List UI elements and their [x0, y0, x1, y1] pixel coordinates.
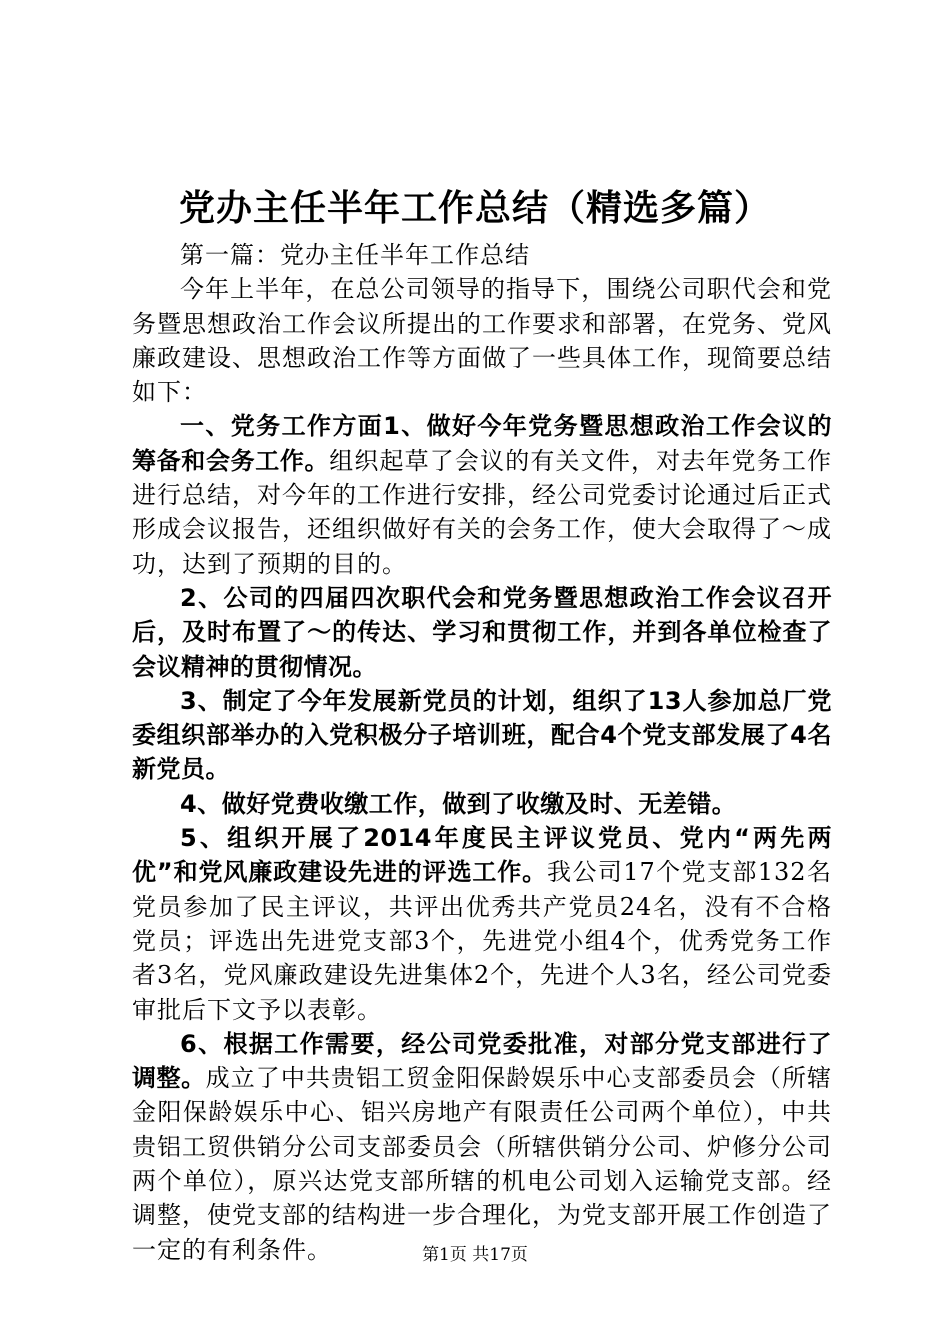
paragraph-intro [132, 272, 832, 409]
paragraph-bold: 2、公司的四届四次职代会和党务暨思想政治工作会议召开后，及时布置了～的传达、学习和贯彻工作，并到各单位检查了会议精神的贯彻情况。 [132, 583, 832, 681]
paragraph-bold: 3、制定了今年发展新党员的计划，组织了13人参加总厂党委组织部举办的入党积极分子培训班，配合4个党支部发展了4名新党员。 [132, 686, 832, 784]
paragraph-text: 我公司17个党支部132名党员参加了民主评议，共评出优秀共产党员24名，没有不合格党员；评选出先进党支部3个，先进党小组4个，优秀党务工作者3名，党风廉政建设先进集体2个，先进个人3名，经公司党委审批后下文予以表彰。 [132, 858, 832, 1024]
paragraph-item-5 [132, 821, 832, 1027]
document-title: 党办主任半年工作总结（精选多篇） [178, 188, 771, 229]
paragraph-item-6 [132, 1027, 832, 1267]
paragraph-text: 今年上半年，在总公司领导的指导下，围绕公司职代会和党务暨思想政治工作会议所提出的工作要求和部署，在党务、党风廉政建设、思想政治工作等方面做了一些具体工作，现简要总结如下： [132, 275, 832, 407]
paragraph-bold: 一、党务工作方面1、做好今年党务暨思想政治工作会议的筹备和会务工作。 [132, 412, 832, 475]
document-body [132, 238, 832, 1267]
paragraph-item-1 [132, 409, 832, 580]
page-footer: 第1页 共17页 [422, 1245, 528, 1265]
paragraph-bold: 6、根据工作需要，经公司党委批准，对部分党支部进行了调整。 [132, 1029, 832, 1093]
paragraph-text: 组织起草了会议的有关文件，对去年党务工作进行总结，对今年的工作进行安排，经公司党委讨论通过后正式形成会议报告，还组织做好有关的会务工作，使大会取得了～成功，达到了预期的目的。 [132, 446, 833, 578]
paragraph-bold: 5、组织开展了2014年度民主评议党员、党内“两先两优”和党风廉政建设先进的评选工作。 [132, 824, 832, 887]
paragraph-text: 成立了中共贵铝工贸金阳保龄娱乐中心支部委员会（所辖金阳保龄娱乐中心、铝兴房地产有限责任公司两个单位），中共贵铝工贸供销分公司支部委员会（所辖供销分公司、炉修分公司两个单位），原兴达党支部所辖的机电公司划入运输党支部。经调整，使党支部的结构进一步合理化，为党支部开展工作创造了一定的有利条件。 [132, 1064, 833, 1264]
paragraph-text: 第一篇：党办主任半年工作总结 [180, 241, 530, 269]
paragraph-item-4 [132, 787, 832, 821]
paragraph-item-3 [132, 684, 832, 787]
paragraph-item-2 [132, 581, 832, 684]
paragraph-bold: 4、做好党费收缴工作，做到了收缴及时、无差错。 [180, 789, 737, 818]
paragraph-heading [132, 238, 832, 272]
